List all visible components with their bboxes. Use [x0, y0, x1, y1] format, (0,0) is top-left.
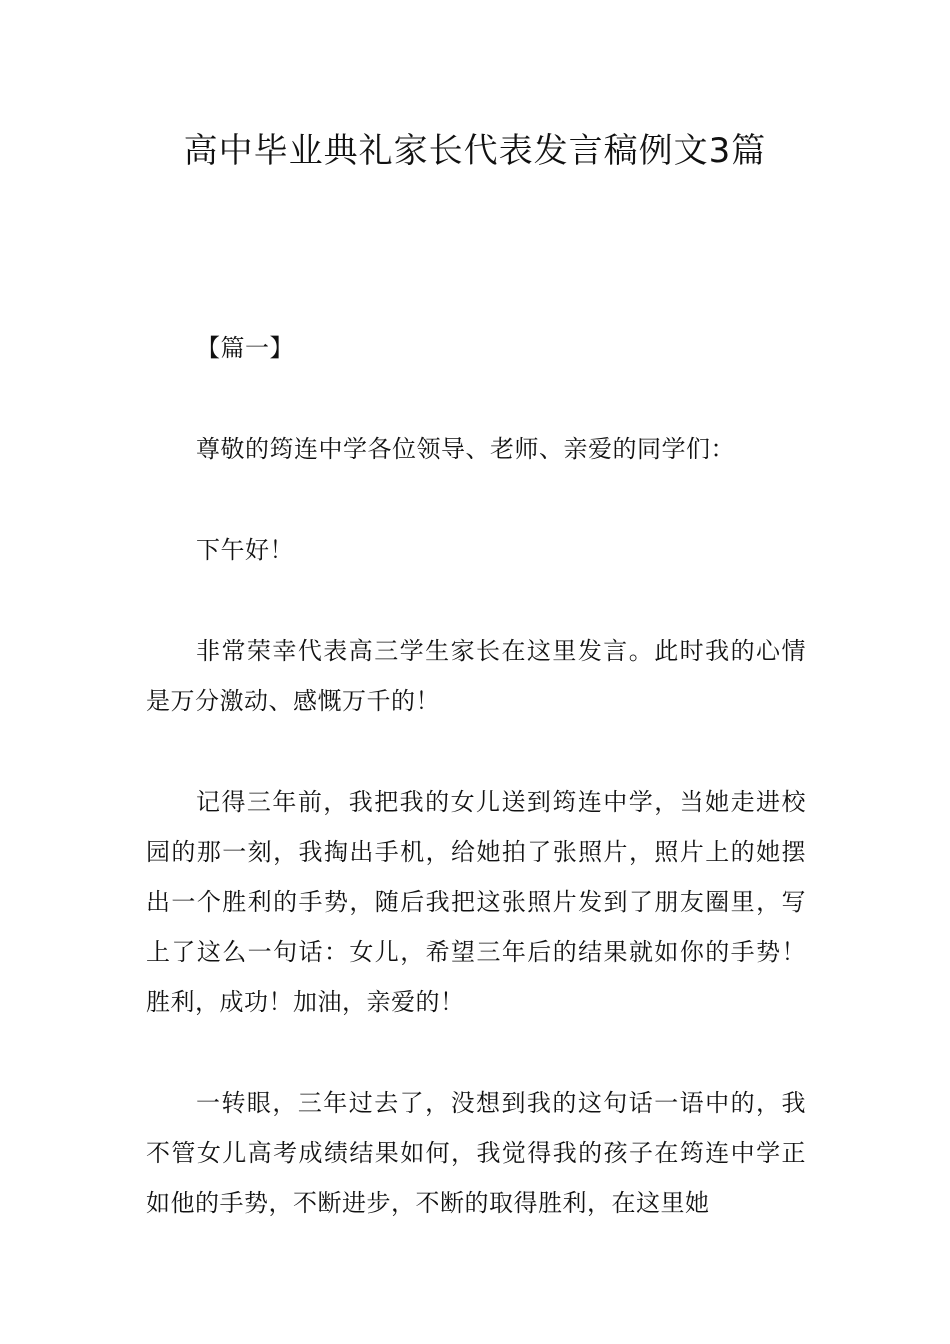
document-body: [146, 323, 806, 1279]
paragraph-memory: 记得三年前，我把我的女儿送到筠连中学，当她走进校园的那一刻，我掏出手机，给她拍了张照片，照片上的她摆出一个胜利的手势，随后我把这张照片发到了朋友圈里，写上了这么一句话：女儿，希望三年后的结果就如你的手势！胜利，成功！加油，亲爱的！: [146, 788, 806, 1016]
paragraph-honor: 非常荣幸代表高三学生家长在这里发言。此时我的心情是万分激动、感慨万千的！: [146, 637, 806, 715]
section-heading: 【篇一】: [196, 334, 294, 362]
paragraph-salutation: 尊敬的筠连中学各位领导、老师、亲爱的同学们：: [196, 435, 735, 463]
document-title: 高中毕业典礼家长代表发言稿例文3篇: [183, 131, 767, 171]
paragraph-greeting: 下午好！: [196, 536, 294, 564]
paragraph-three-years-later: 一转眼，三年过去了，没想到我的这句话一语中的，我不管女儿高考成绩结果如何，我觉得我的孩子在筠连中学正如他的手势，不断进步，不断的取得胜利，在这里她: [146, 1089, 806, 1217]
